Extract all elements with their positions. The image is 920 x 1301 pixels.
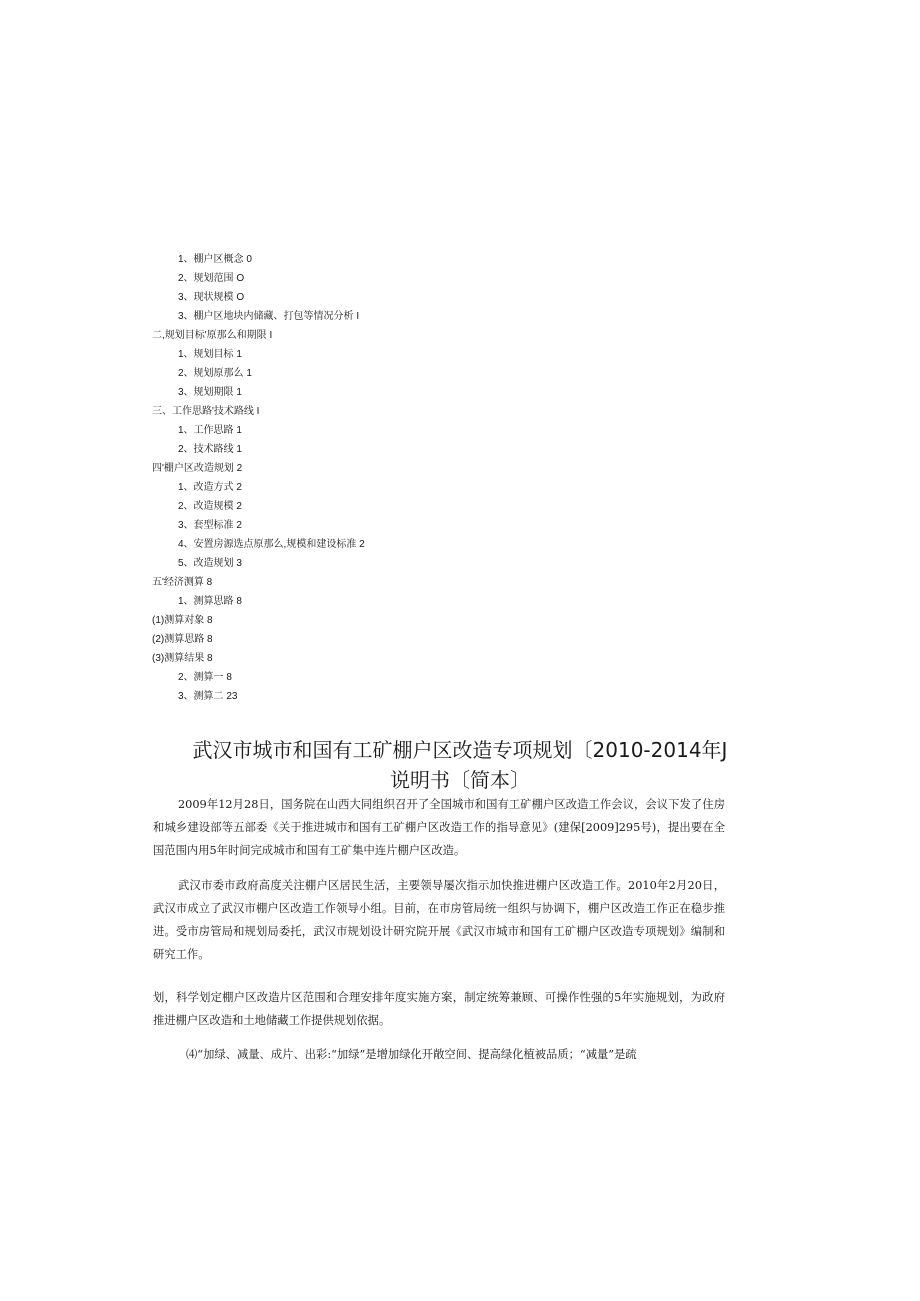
paragraph-3: 划，科学划定棚户区改造片区范围和合理安排年度实施方案，制定统筹兼顾、可操作性强的5年实施规划，为政府推进棚户区改造和土地储藏工作提供规划依据。	[153, 991, 725, 1027]
toc-entry: 四'棚户区改造规划 2	[152, 463, 243, 474]
toc-entry: (1)测算对象 8	[152, 615, 213, 626]
toc-entry: 3、现状规模 O	[178, 292, 245, 303]
toc-entry: 3、套型标准 2	[178, 520, 242, 531]
toc-entry: 2、规划范围 O	[178, 273, 245, 284]
toc-entry: 二,规划目标'原那么和期限 I	[152, 330, 273, 341]
toc-entry: 三、工作思路'技术路线 I	[152, 406, 260, 417]
toc-entry: 1、测算思路 8	[178, 596, 242, 607]
table-of-contents	[152, 250, 365, 706]
toc-entry: 2、技术路线 1	[178, 444, 242, 455]
toc-entry: 3、规划期限 1	[178, 387, 242, 398]
toc-entry: 4、安置房源选点原那么,规模和建设标准 2	[178, 539, 365, 550]
toc-entry: (2)测算思路 8	[152, 634, 213, 645]
toc-entry: 1、规划目标 1	[178, 349, 242, 360]
toc-entry: (3)测算结果 8	[152, 653, 213, 664]
toc-entry: 2、规划原那么 1	[178, 368, 252, 379]
toc-entry: 2、测算一 8	[178, 672, 232, 683]
toc-entry: 5、改造规划 3	[178, 558, 242, 569]
toc-entry: 1、棚户区概念 0	[178, 254, 252, 265]
paragraph-4: ⑷“加绿、减量、成片、出彩:“加绿”是增加绿化开敞空间、提高绿化植被品质；“减量”是疏	[186, 1048, 637, 1061]
toc-entry: 3、测算二 23	[178, 691, 238, 702]
document-title: 武汉市城市和国有工矿棚户区改造专项规划〔2010-2014年J	[192, 738, 728, 762]
toc-entry: 1、工作思路 1	[178, 425, 242, 436]
paragraph-2: 武汉市委市政府高度关注棚户区居民生活，主要领导屡次指示加快推进棚户区改造工作。2010年2月20日，武汉市成立了武汉市棚户区改造工作领导小组。目前，在市房管局统一组织与协调下，棚户区改造工作正在稳步推进。受市房管局和规划局委托，武汉市规划设计研究院开展《武汉市城市和国有工矿棚户区改造专项规划》编制和研究工作。	[153, 879, 725, 961]
paragraph-1: 2009年12月28日，国务院在山西大同组织召开了全国城市和国有工矿棚户区改造工作会议，会议下发了住房和城乡建设部等五部委《关于推进城市和国有工矿棚户区改造工作的指导意见》(建保[2009]295号)，提出要在全国范围内用5年时间完成城市和国有工矿集中连片棚户区改造。	[153, 798, 725, 857]
toc-entry: 五'经济测算 8	[152, 577, 213, 588]
toc-entry: 1、改造方式 2	[178, 482, 242, 493]
document-subtitle: 说明书〔简本〕	[390, 768, 530, 792]
toc-entry: 3、棚户区地块内储藏、打包等情况分析 I	[178, 311, 360, 322]
toc-entry: 2、改造规模 2	[178, 501, 242, 512]
